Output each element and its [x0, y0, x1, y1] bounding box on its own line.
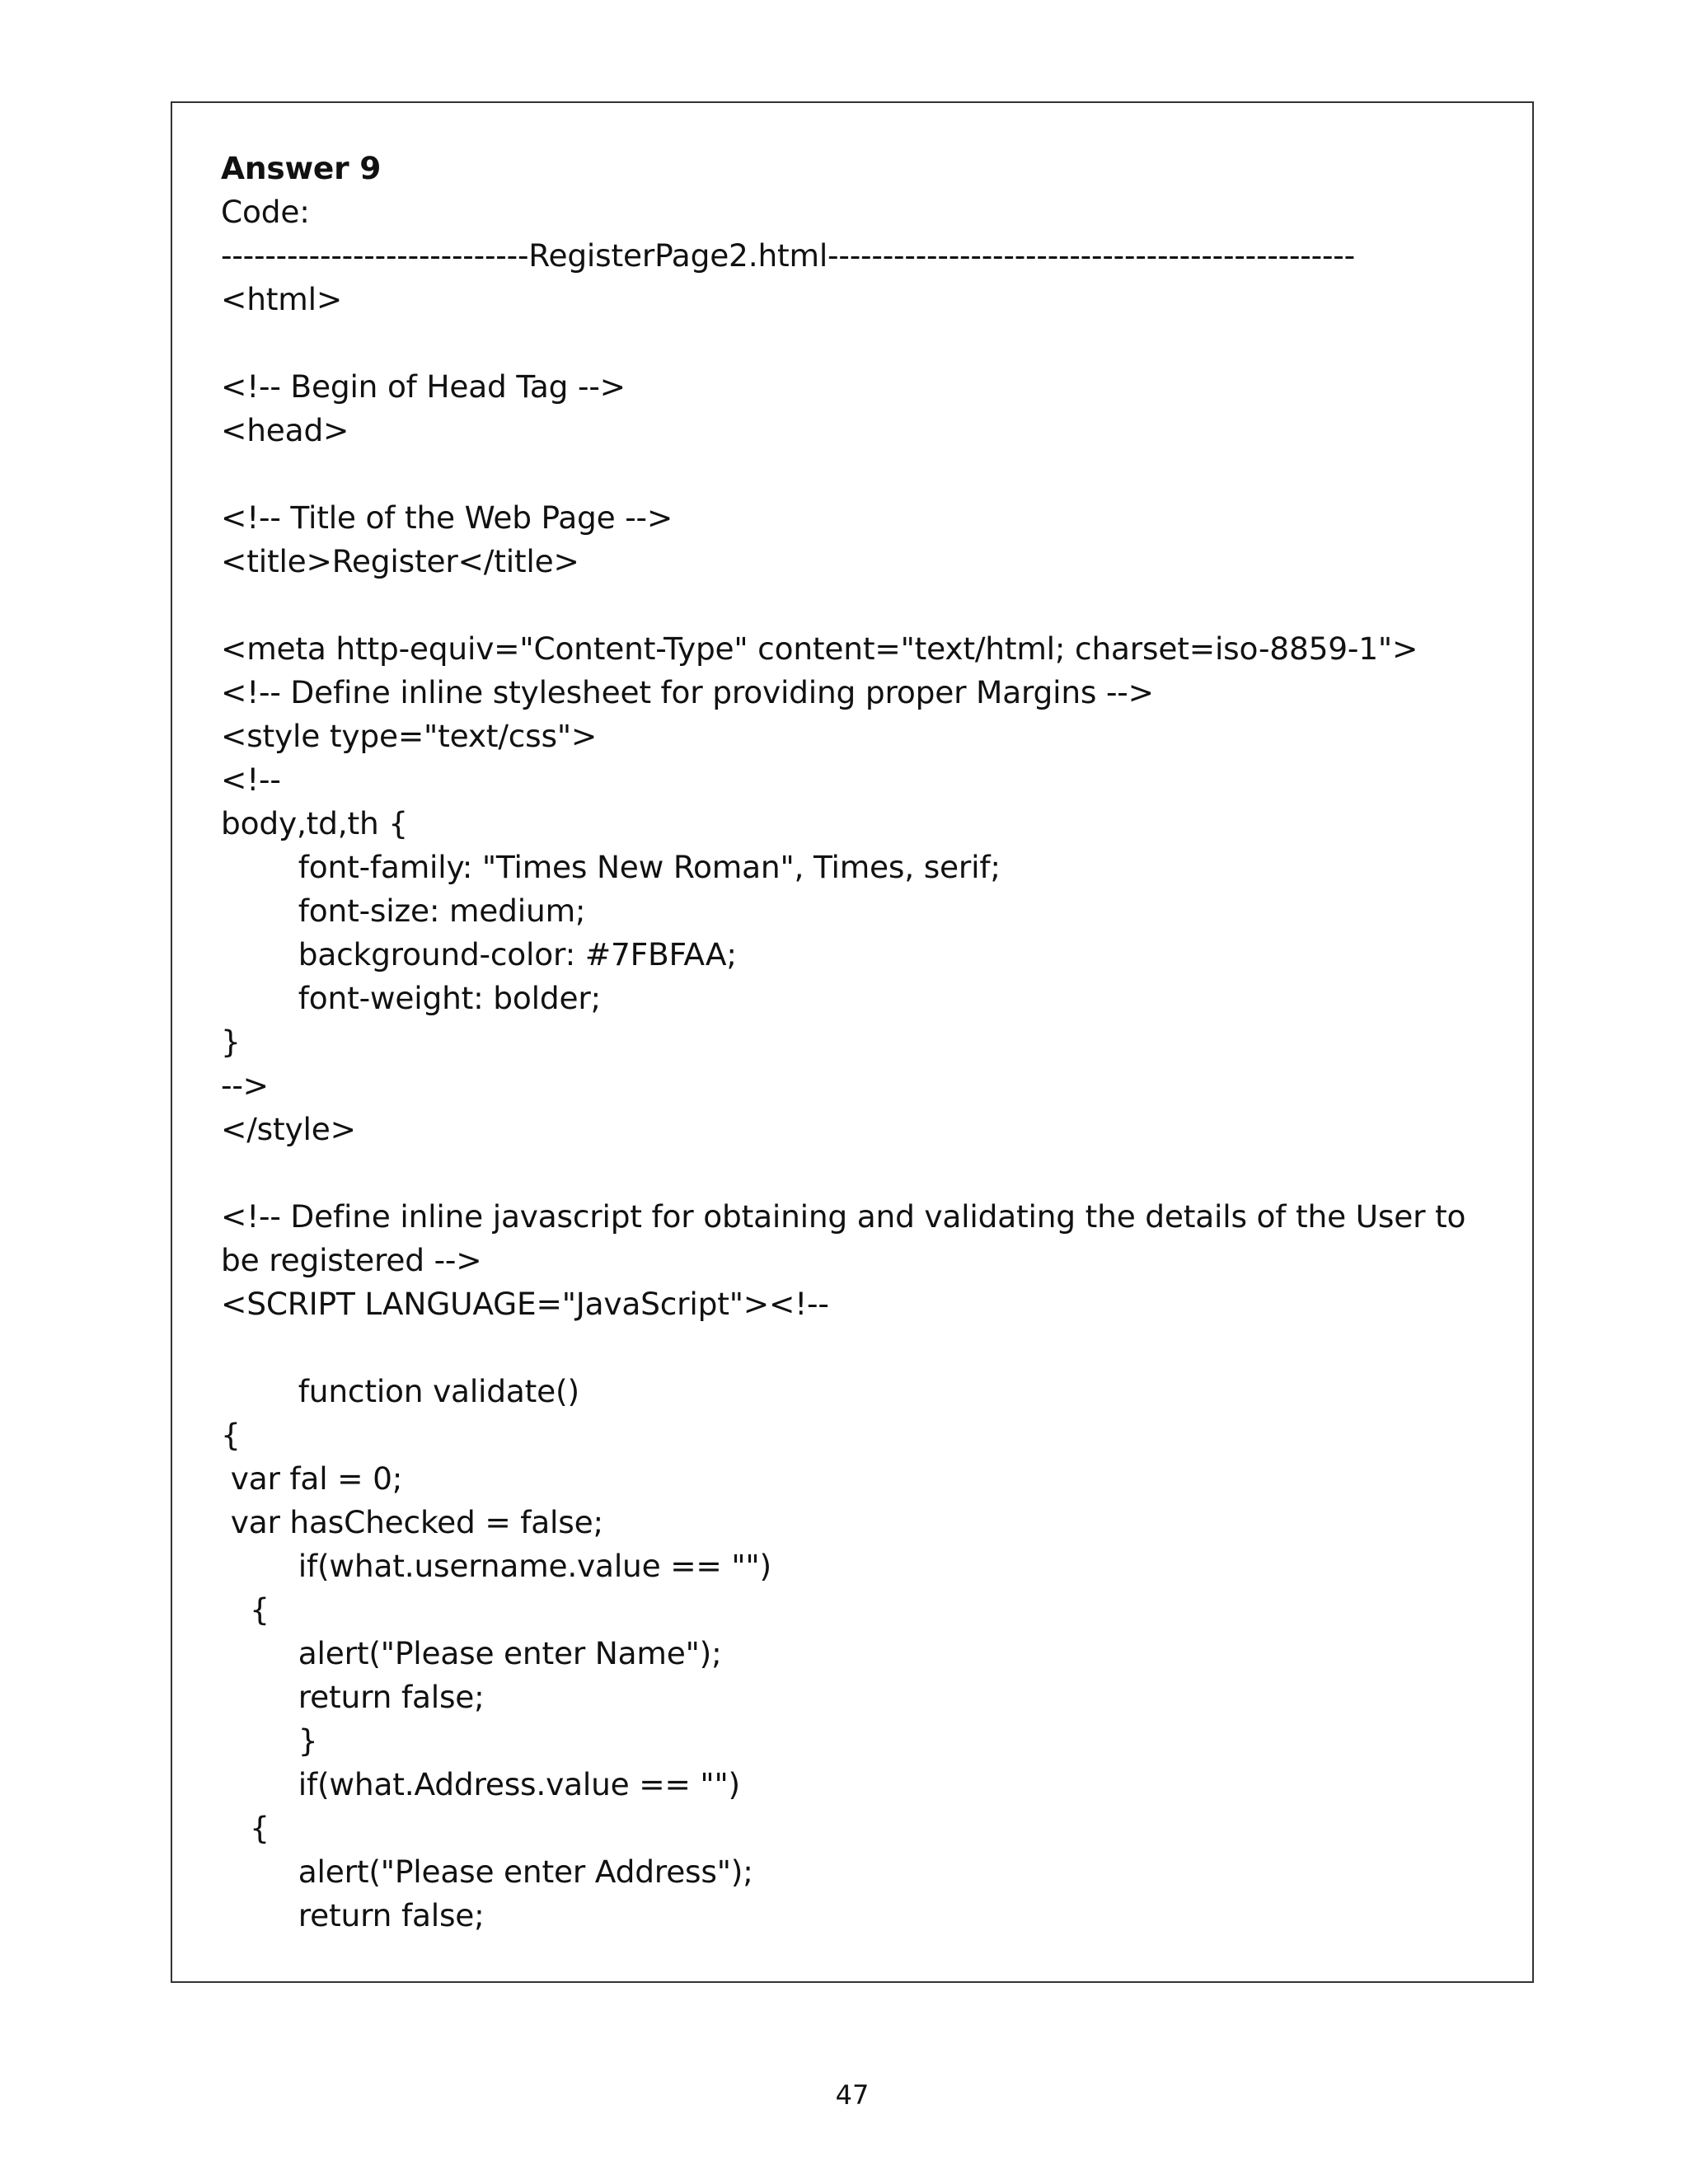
code-line: if(what.Address.value == "") — [221, 1766, 740, 1802]
code-line: <SCRIPT LANGUAGE="JavaScript"><!-- — [221, 1286, 829, 1322]
code-listing — [221, 147, 1507, 1938]
code-line: <!-- Title of the Web Page --> — [221, 499, 673, 536]
code-line: <!-- Define inline javascript for obtaining and validating the details of the User to be registered --> — [221, 1198, 1466, 1278]
code-line: <!-- Begin of Head Tag --> — [221, 368, 626, 405]
code-line: { — [221, 1417, 241, 1453]
code-line: var fal = 0; — [221, 1460, 403, 1497]
page-number: 47 — [835, 2079, 870, 2111]
code-line: <title>Register</title> — [221, 543, 579, 579]
code-line: alert("Please enter Name"); — [221, 1635, 722, 1671]
code-line — [221, 1151, 1507, 1195]
code-line: <!-- — [221, 762, 281, 798]
code-line: --> — [221, 1067, 269, 1104]
code-line — [221, 321, 1507, 365]
code-line: var hasChecked = false; — [221, 1504, 603, 1540]
code-line: font-weight: bolder; — [221, 980, 601, 1016]
code-line — [221, 1326, 1507, 1370]
code-line: Code: — [221, 194, 310, 230]
code-line: if(what.username.value == "") — [221, 1548, 771, 1584]
code-line: function validate() — [221, 1373, 579, 1409]
code-line: <head> — [221, 412, 349, 448]
code-line: <!-- Define inline stylesheet for providing proper Margins --> — [221, 674, 1154, 710]
code-line: font-size: medium; — [221, 893, 586, 929]
code-line — [221, 452, 1507, 496]
code-line: font-family: "Times New Roman", Times, serif; — [221, 849, 1001, 885]
code-line: </style> — [221, 1111, 356, 1147]
code-line: } — [221, 1024, 241, 1060]
code-line: <html> — [221, 281, 343, 317]
code-line: alert("Please enter Address"); — [221, 1854, 753, 1890]
code-line: ----------------------------RegisterPage2.html------------------------------------------------ — [221, 237, 1355, 274]
code-line: background-color: #7FBFAA; — [221, 936, 737, 972]
code-line: <meta http-equiv="Content-Type" content="text/html; charset=iso-8859-1"> — [221, 630, 1418, 667]
answer-heading: Answer 9 — [221, 150, 382, 186]
code-line: } — [221, 1722, 318, 1759]
code-line: { — [221, 1591, 270, 1628]
code-line: { — [221, 1810, 270, 1846]
code-line: <style type="text/css"> — [221, 718, 598, 754]
code-line: return false; — [221, 1897, 485, 1933]
code-line: body,td,th { — [221, 805, 408, 841]
code-line: return false; — [221, 1679, 485, 1715]
code-line — [221, 583, 1507, 627]
